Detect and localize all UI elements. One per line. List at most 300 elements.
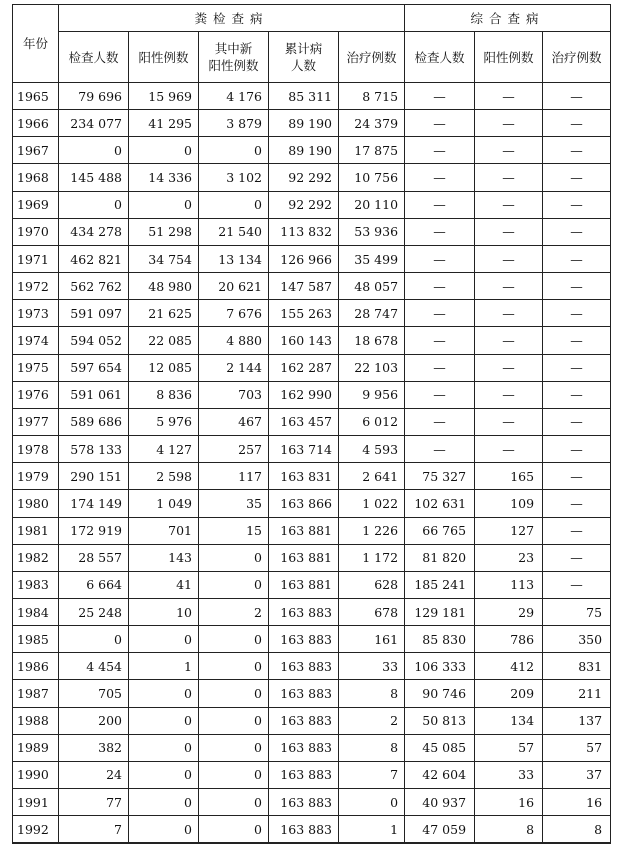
cell-stool-positive: 5 976 <box>129 408 199 435</box>
cell-comp-examined: — <box>405 354 475 381</box>
cell-comp-treated: 8 <box>543 816 611 843</box>
year-header: 年份 <box>13 5 59 83</box>
cell-stool-positive: 21 625 <box>129 300 199 327</box>
cell-stool-new-positive: 7 676 <box>199 300 269 327</box>
cell-comp-positive: — <box>475 408 543 435</box>
cell-stool-new-positive: 35 <box>199 490 269 517</box>
cell-stool-positive: 0 <box>129 816 199 843</box>
cell-stool-treated: 1 226 <box>339 517 405 544</box>
cell-stool-new-positive: 0 <box>199 626 269 653</box>
cell-comp-positive: 113 <box>475 571 543 598</box>
cell-stool-positive: 0 <box>129 734 199 761</box>
cell-stool-positive: 14 336 <box>129 164 199 191</box>
cell-comp-positive: — <box>475 245 543 272</box>
table-row <box>13 653 611 680</box>
cell-comp-examined: — <box>405 327 475 354</box>
cell-comp-examined: 45 085 <box>405 734 475 761</box>
cell-stool-treated: 28 747 <box>339 300 405 327</box>
cell-comp-treated: — <box>543 463 611 490</box>
cell-cumulative-patients: 160 143 <box>269 327 339 354</box>
table-row <box>13 300 611 327</box>
cell-comp-positive: 412 <box>475 653 543 680</box>
table-row <box>13 381 611 408</box>
table-row <box>13 83 611 110</box>
col-stool-positive: 阳性例数 <box>129 32 199 83</box>
cell-comp-treated: — <box>543 164 611 191</box>
cell-stool-examined: 200 <box>59 707 129 734</box>
cell-stool-examined: 234 077 <box>59 110 129 137</box>
cell-stool-treated: 1 172 <box>339 544 405 571</box>
cell-stool-treated: 17 875 <box>339 137 405 164</box>
cell-stool-positive: 48 980 <box>129 273 199 300</box>
cell-comp-examined: 81 820 <box>405 544 475 571</box>
table-row <box>13 517 611 544</box>
cell-comp-examined: 185 241 <box>405 571 475 598</box>
cell-stool-examined: 594 052 <box>59 327 129 354</box>
cell-stool-examined: 589 686 <box>59 408 129 435</box>
cell-comp-treated: — <box>543 436 611 463</box>
cell-stool-positive: 41 <box>129 571 199 598</box>
cell-cumulative-patients: 163 831 <box>269 463 339 490</box>
cell-stool-examined: 462 821 <box>59 245 129 272</box>
col-comp-positive: 阳性例数 <box>475 32 543 83</box>
cell-comp-positive: 16 <box>475 789 543 816</box>
cell-stool-positive: 0 <box>129 680 199 707</box>
cell-cumulative-patients: 92 292 <box>269 191 339 218</box>
cell-stool-positive: 1 049 <box>129 490 199 517</box>
col-cumulative-patients <box>269 32 339 83</box>
cell-comp-examined: — <box>405 408 475 435</box>
cell-stool-positive: 0 <box>129 761 199 788</box>
cell-stool-positive: 143 <box>129 544 199 571</box>
cell-comp-examined: — <box>405 381 475 408</box>
cell-stool-examined: 6 664 <box>59 571 129 598</box>
cell-stool-treated: 24 379 <box>339 110 405 137</box>
cell-year: 1983 <box>13 571 59 598</box>
cell-stool-treated: 8 <box>339 734 405 761</box>
cell-year: 1973 <box>13 300 59 327</box>
cell-year: 1989 <box>13 734 59 761</box>
cell-stool-positive: 1 <box>129 653 199 680</box>
cell-stool-positive: 0 <box>129 191 199 218</box>
cell-comp-positive: 29 <box>475 598 543 625</box>
cell-year: 1987 <box>13 680 59 707</box>
col-comp-examined: 检查人数 <box>405 32 475 83</box>
cell-stool-treated: 0 <box>339 789 405 816</box>
cell-stool-examined: 434 278 <box>59 218 129 245</box>
cell-stool-examined: 25 248 <box>59 598 129 625</box>
table-row <box>13 571 611 598</box>
cell-cumulative-patients: 89 190 <box>269 137 339 164</box>
cell-stool-examined: 591 097 <box>59 300 129 327</box>
cell-stool-examined: 172 919 <box>59 517 129 544</box>
cell-stool-examined: 4 454 <box>59 653 129 680</box>
cell-stool-examined: 7 <box>59 816 129 843</box>
cell-comp-examined: — <box>405 273 475 300</box>
cell-comp-positive: — <box>475 218 543 245</box>
cell-stool-positive: 701 <box>129 517 199 544</box>
cell-year: 1965 <box>13 83 59 110</box>
cell-stool-positive: 15 969 <box>129 83 199 110</box>
cell-stool-examined: 77 <box>59 789 129 816</box>
cell-comp-examined: 47 059 <box>405 816 475 843</box>
cell-comp-positive: — <box>475 327 543 354</box>
header-group-row <box>13 5 611 32</box>
cell-comp-examined: — <box>405 110 475 137</box>
cell-year: 1992 <box>13 816 59 843</box>
cell-comp-examined: 106 333 <box>405 653 475 680</box>
table-row <box>13 354 611 381</box>
table-row <box>13 463 611 490</box>
cell-comp-positive: — <box>475 137 543 164</box>
cell-stool-treated: 35 499 <box>339 245 405 272</box>
table-row <box>13 544 611 571</box>
cell-stool-positive: 41 295 <box>129 110 199 137</box>
cell-stool-new-positive: 0 <box>199 789 269 816</box>
cell-cumulative-patients: 126 966 <box>269 245 339 272</box>
header-columns-row <box>13 32 611 83</box>
cell-comp-treated: — <box>543 137 611 164</box>
cell-comp-treated: 57 <box>543 734 611 761</box>
cell-stool-new-positive: 15 <box>199 517 269 544</box>
cell-comp-positive: — <box>475 164 543 191</box>
cell-stool-positive: 22 085 <box>129 327 199 354</box>
cell-stool-treated: 48 057 <box>339 273 405 300</box>
table-row <box>13 734 611 761</box>
cell-comp-treated: 211 <box>543 680 611 707</box>
cell-stool-positive: 34 754 <box>129 245 199 272</box>
col-stool-treated: 治疗例数 <box>339 32 405 83</box>
cell-cumulative-patients: 92 292 <box>269 164 339 191</box>
table-row <box>13 761 611 788</box>
cell-comp-treated: — <box>543 245 611 272</box>
col-stool-new-positive-line2: 阳性例数 <box>208 58 259 73</box>
cell-comp-treated: 350 <box>543 626 611 653</box>
cell-cumulative-patients: 163 881 <box>269 571 339 598</box>
cell-comp-treated: — <box>543 381 611 408</box>
cell-stool-new-positive: 20 621 <box>199 273 269 300</box>
col-stool-new-positive-line1: 其中新 <box>214 41 253 56</box>
cell-year: 1979 <box>13 463 59 490</box>
cell-year: 1990 <box>13 761 59 788</box>
cell-stool-examined: 705 <box>59 680 129 707</box>
cell-year: 1972 <box>13 273 59 300</box>
cell-stool-new-positive: 117 <box>199 463 269 490</box>
col-stool-new-positive <box>199 32 269 83</box>
cell-stool-new-positive: 2 <box>199 598 269 625</box>
cell-stool-new-positive: 0 <box>199 544 269 571</box>
cell-comp-treated: — <box>543 327 611 354</box>
cell-year: 1980 <box>13 490 59 517</box>
cell-comp-treated: — <box>543 273 611 300</box>
table-row <box>13 436 611 463</box>
cell-stool-positive: 0 <box>129 789 199 816</box>
cell-comp-examined: — <box>405 245 475 272</box>
cell-comp-treated: — <box>543 218 611 245</box>
table-row <box>13 598 611 625</box>
table-row <box>13 327 611 354</box>
cell-comp-positive: — <box>475 436 543 463</box>
cell-stool-new-positive: 0 <box>199 761 269 788</box>
table-header <box>13 5 611 83</box>
cell-stool-treated: 22 103 <box>339 354 405 381</box>
cell-cumulative-patients: 163 883 <box>269 761 339 788</box>
cell-stool-examined: 290 151 <box>59 463 129 490</box>
cell-stool-examined: 597 654 <box>59 354 129 381</box>
cell-year: 1969 <box>13 191 59 218</box>
cell-comp-positive: — <box>475 191 543 218</box>
cell-stool-examined: 174 149 <box>59 490 129 517</box>
cell-comp-positive: — <box>475 110 543 137</box>
cell-comp-examined: — <box>405 191 475 218</box>
cell-cumulative-patients: 162 990 <box>269 381 339 408</box>
cell-stool-treated: 1 022 <box>339 490 405 517</box>
cell-comp-positive: 33 <box>475 761 543 788</box>
cell-comp-treated: — <box>543 110 611 137</box>
cell-year: 1991 <box>13 789 59 816</box>
cell-comp-treated: — <box>543 571 611 598</box>
cell-stool-examined: 0 <box>59 626 129 653</box>
cell-stool-examined: 0 <box>59 191 129 218</box>
table-row <box>13 137 611 164</box>
cell-comp-positive: — <box>475 83 543 110</box>
cell-stool-positive: 2 598 <box>129 463 199 490</box>
cell-stool-treated: 10 756 <box>339 164 405 191</box>
cell-comp-examined: 90 746 <box>405 680 475 707</box>
cell-year: 1966 <box>13 110 59 137</box>
cell-stool-treated: 2 <box>339 707 405 734</box>
cell-year: 1986 <box>13 653 59 680</box>
cell-year: 1970 <box>13 218 59 245</box>
table-row <box>13 110 611 137</box>
cell-stool-new-positive: 2 144 <box>199 354 269 381</box>
table-row <box>13 626 611 653</box>
cell-stool-positive: 0 <box>129 626 199 653</box>
cell-year: 1985 <box>13 626 59 653</box>
cell-stool-treated: 7 <box>339 761 405 788</box>
cell-comp-treated: — <box>543 408 611 435</box>
cell-stool-new-positive: 0 <box>199 571 269 598</box>
cell-cumulative-patients: 163 883 <box>269 789 339 816</box>
cell-stool-positive: 8 836 <box>129 381 199 408</box>
cell-stool-positive: 4 127 <box>129 436 199 463</box>
table-row <box>13 191 611 218</box>
cell-stool-new-positive: 0 <box>199 734 269 761</box>
cell-comp-treated: — <box>543 191 611 218</box>
cell-cumulative-patients: 155 263 <box>269 300 339 327</box>
cell-stool-new-positive: 0 <box>199 137 269 164</box>
cell-cumulative-patients: 163 883 <box>269 680 339 707</box>
table-row <box>13 680 611 707</box>
cell-year: 1988 <box>13 707 59 734</box>
cell-year: 1984 <box>13 598 59 625</box>
cell-stool-treated: 4 593 <box>339 436 405 463</box>
cell-stool-treated: 678 <box>339 598 405 625</box>
cell-comp-treated: — <box>543 300 611 327</box>
cell-stool-new-positive: 21 540 <box>199 218 269 245</box>
cell-stool-positive: 51 298 <box>129 218 199 245</box>
cell-cumulative-patients: 147 587 <box>269 273 339 300</box>
cell-comp-examined: 66 765 <box>405 517 475 544</box>
cell-comp-treated: — <box>543 544 611 571</box>
cell-stool-new-positive: 0 <box>199 680 269 707</box>
cell-stool-new-positive: 3 879 <box>199 110 269 137</box>
cell-comp-treated: 75 <box>543 598 611 625</box>
cell-comp-examined: 50 813 <box>405 707 475 734</box>
cell-cumulative-patients: 163 883 <box>269 598 339 625</box>
cell-comp-treated: 16 <box>543 789 611 816</box>
cell-year: 1967 <box>13 137 59 164</box>
schistosomiasis-survey-table <box>12 4 611 844</box>
cell-stool-examined: 145 488 <box>59 164 129 191</box>
cell-stool-new-positive: 4 176 <box>199 83 269 110</box>
cell-comp-treated: — <box>543 490 611 517</box>
cell-comp-positive: 209 <box>475 680 543 707</box>
table-row <box>13 218 611 245</box>
cell-year: 1971 <box>13 245 59 272</box>
cell-cumulative-patients: 89 190 <box>269 110 339 137</box>
cell-comp-examined: 40 937 <box>405 789 475 816</box>
table-body <box>13 83 611 844</box>
cell-stool-new-positive: 13 134 <box>199 245 269 272</box>
cell-stool-new-positive: 0 <box>199 707 269 734</box>
cell-comp-positive: 127 <box>475 517 543 544</box>
cell-comp-examined: 85 830 <box>405 626 475 653</box>
cell-stool-examined: 0 <box>59 137 129 164</box>
cell-year: 1976 <box>13 381 59 408</box>
cell-cumulative-patients: 163 883 <box>269 707 339 734</box>
cell-stool-new-positive: 4 880 <box>199 327 269 354</box>
cell-cumulative-patients: 163 881 <box>269 544 339 571</box>
cell-stool-new-positive: 0 <box>199 653 269 680</box>
cell-stool-new-positive: 257 <box>199 436 269 463</box>
cell-stool-examined: 24 <box>59 761 129 788</box>
cell-comp-treated: — <box>543 83 611 110</box>
cell-stool-positive: 12 085 <box>129 354 199 381</box>
cell-stool-treated: 53 936 <box>339 218 405 245</box>
cell-stool-positive: 0 <box>129 707 199 734</box>
table-row <box>13 789 611 816</box>
cell-comp-examined: 75 327 <box>405 463 475 490</box>
cell-comp-examined: — <box>405 436 475 463</box>
col-cumulative-patients-line1: 累计病 <box>284 41 323 56</box>
cell-stool-new-positive: 703 <box>199 381 269 408</box>
cell-cumulative-patients: 163 866 <box>269 490 339 517</box>
cell-stool-new-positive: 0 <box>199 191 269 218</box>
cell-stool-treated: 1 <box>339 816 405 843</box>
cell-comp-treated: 137 <box>543 707 611 734</box>
cell-stool-treated: 2 641 <box>339 463 405 490</box>
comprehensive-exam-group-header: 综合查病 <box>405 5 611 32</box>
cell-year: 1975 <box>13 354 59 381</box>
table-row <box>13 490 611 517</box>
cell-comp-positive: — <box>475 273 543 300</box>
cell-cumulative-patients: 163 457 <box>269 408 339 435</box>
cell-comp-positive: 8 <box>475 816 543 843</box>
cell-comp-examined: 102 631 <box>405 490 475 517</box>
cell-comp-positive: 786 <box>475 626 543 653</box>
table-row <box>13 164 611 191</box>
cell-year: 1978 <box>13 436 59 463</box>
cell-cumulative-patients: 163 883 <box>269 816 339 843</box>
stool-exam-group-header: 粪检查病 <box>59 5 405 32</box>
cell-stool-treated: 8 715 <box>339 83 405 110</box>
cell-cumulative-patients: 163 883 <box>269 626 339 653</box>
cell-stool-examined: 79 696 <box>59 83 129 110</box>
cell-stool-new-positive: 3 102 <box>199 164 269 191</box>
col-stool-examined: 检查人数 <box>59 32 129 83</box>
cell-cumulative-patients: 163 881 <box>269 517 339 544</box>
cell-year: 1977 <box>13 408 59 435</box>
cell-comp-positive: 109 <box>475 490 543 517</box>
table-row <box>13 245 611 272</box>
cell-comp-positive: 165 <box>475 463 543 490</box>
cell-stool-examined: 578 133 <box>59 436 129 463</box>
cell-comp-examined: 129 181 <box>405 598 475 625</box>
cell-comp-examined: — <box>405 137 475 164</box>
cell-comp-positive: — <box>475 354 543 381</box>
cell-comp-treated: 831 <box>543 653 611 680</box>
cell-stool-positive: 10 <box>129 598 199 625</box>
cell-comp-examined: — <box>405 300 475 327</box>
cell-year: 1968 <box>13 164 59 191</box>
cell-stool-treated: 33 <box>339 653 405 680</box>
table-row <box>13 408 611 435</box>
table-row <box>13 816 611 843</box>
cell-stool-examined: 591 061 <box>59 381 129 408</box>
cell-stool-treated: 628 <box>339 571 405 598</box>
cell-cumulative-patients: 163 714 <box>269 436 339 463</box>
cell-stool-examined: 382 <box>59 734 129 761</box>
cell-comp-treated: — <box>543 354 611 381</box>
cell-comp-treated: — <box>543 517 611 544</box>
cell-stool-treated: 8 <box>339 680 405 707</box>
cell-comp-positive: 57 <box>475 734 543 761</box>
cell-comp-treated: 37 <box>543 761 611 788</box>
cell-comp-positive: — <box>475 300 543 327</box>
cell-stool-treated: 9 956 <box>339 381 405 408</box>
cell-stool-treated: 18 678 <box>339 327 405 354</box>
cell-stool-positive: 0 <box>129 137 199 164</box>
cell-cumulative-patients: 163 883 <box>269 734 339 761</box>
cell-comp-positive: 134 <box>475 707 543 734</box>
col-comp-treated: 治疗例数 <box>543 32 611 83</box>
cell-comp-examined: — <box>405 164 475 191</box>
cell-comp-examined: — <box>405 83 475 110</box>
cell-year: 1982 <box>13 544 59 571</box>
cell-year: 1981 <box>13 517 59 544</box>
cell-cumulative-patients: 113 832 <box>269 218 339 245</box>
cell-cumulative-patients: 163 883 <box>269 653 339 680</box>
cell-comp-examined: 42 604 <box>405 761 475 788</box>
cell-stool-new-positive: 0 <box>199 816 269 843</box>
cell-comp-examined: — <box>405 218 475 245</box>
cell-stool-new-positive: 467 <box>199 408 269 435</box>
table-row <box>13 273 611 300</box>
col-cumulative-patients-line2: 人数 <box>290 58 316 73</box>
cell-comp-positive: — <box>475 381 543 408</box>
table-row <box>13 707 611 734</box>
cell-year: 1974 <box>13 327 59 354</box>
cell-stool-treated: 6 012 <box>339 408 405 435</box>
cell-stool-examined: 562 762 <box>59 273 129 300</box>
cell-cumulative-patients: 85 311 <box>269 83 339 110</box>
cell-stool-examined: 28 557 <box>59 544 129 571</box>
cell-stool-treated: 161 <box>339 626 405 653</box>
cell-cumulative-patients: 162 287 <box>269 354 339 381</box>
cell-stool-treated: 20 110 <box>339 191 405 218</box>
cell-comp-positive: 23 <box>475 544 543 571</box>
